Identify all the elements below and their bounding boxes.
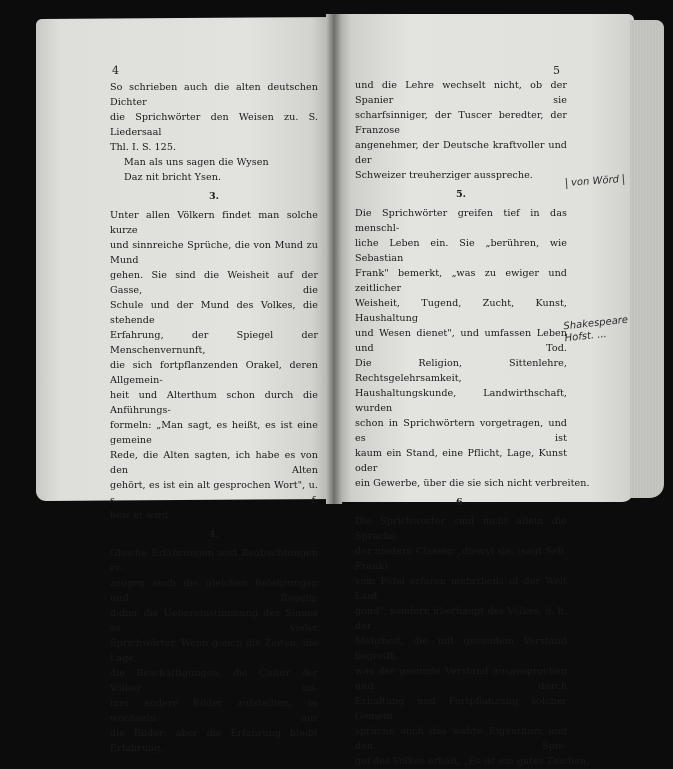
text-line: liche Leben ein. Sie „berühren, wie Sebastian xyxy=(355,238,567,264)
text-line: mer andere Bilder aufstellten, so wechseln nur xyxy=(110,698,318,724)
text-line: Unter allen Völkern findet man solche kurze xyxy=(110,210,318,236)
verse-line: Daz nit bricht Ysen. xyxy=(124,172,222,183)
section-heading: 5. xyxy=(455,189,467,200)
text-line: angenehmer, der Deutsche kraftvoller und der xyxy=(355,140,567,166)
right-page-number: 5 xyxy=(553,64,560,77)
text-line: zeugen auch die gleichen Belehrungen und Regeln; xyxy=(110,578,318,604)
text-line: Schule und der Mund des Volkes, die stehende xyxy=(110,300,318,326)
text-line: die Beschäftigungen, die Cultur der Völker im- xyxy=(110,668,318,694)
page-edges xyxy=(630,20,664,498)
text-line: Gleiche Erfahrungen und Beobachtungen er- xyxy=(110,548,318,574)
text-line: und die Lehre wechselt nicht, ob der Spanier sie xyxy=(355,80,567,106)
text-line: Rede, die Alten sagten, ich habe es von den Alten xyxy=(110,450,318,476)
text-line: heit und Alterthum schon durch die Anführungs- xyxy=(110,390,318,416)
text-line: gond", sondern überhaupt des Volkes, d. h. der xyxy=(355,606,567,632)
section-heading: 4. xyxy=(208,529,220,540)
left-page-text xyxy=(110,80,318,756)
text-line: Die Sprichwörter sind nicht allein die Sprache xyxy=(355,516,567,542)
text-line: die sich fortpflanzenden Orakel, deren Allgemein- xyxy=(110,360,318,386)
text-line: ein Gewerbe, über die sie sich nicht verbreiten. xyxy=(355,478,590,489)
section-heading: 3. xyxy=(208,191,220,202)
text-line: was der gesunde Verstand ausgesprochen und durch xyxy=(355,666,567,692)
text-line: bew et wird. xyxy=(110,510,172,521)
text-line: Weisheit, Tugend, Zucht, Kunst, Haushaltung xyxy=(355,298,567,324)
verse-line: Man als uns sagen die Wysen xyxy=(124,157,269,168)
handwritten-margin-note: Shakespeare Hofst. ... xyxy=(562,314,629,345)
text-line: und sinnreiche Sprüche, die von Mund zu Mund xyxy=(110,240,318,266)
text-line: gehen. Sie sind die Weisheit auf der Gasse, die xyxy=(110,270,318,296)
text-line: gehört, es ist ein alt gesprochen Wort", u. s. f. xyxy=(110,480,318,506)
text-line: Schweizer treuherziger ausspreche. xyxy=(355,170,533,181)
text-line: schon in Sprichwörtern vorgetragen, und es ist xyxy=(355,418,567,444)
text-line: sprüche auch das wahre Eigenthum und den Spie- xyxy=(355,726,567,752)
text-line: und Wesen dienet", und umfassen Leben und Tod. xyxy=(355,328,567,354)
text-line: die Bilder; aber die Erfahrung bleibt Erfahrung, xyxy=(110,728,318,754)
book-gutter xyxy=(326,14,342,504)
text-line: Haushaltungskunde, Landwirthschaft, wurden xyxy=(355,388,567,414)
text-line: Erhaltung und Fortpflanzung solcher Gemein- xyxy=(355,696,567,722)
text-line: kaum ein Stand, eine Pflicht, Lage, Kunst oder xyxy=(355,448,567,474)
text-line: formeln: „Man sagt, es heißt, es ist eine gemeine xyxy=(110,420,318,446)
text-line: die Sprichwörter den Weisen zu. S. Liedersaal xyxy=(110,112,318,138)
text-line: Erfahrung, der Spiegel der Menschenvernunft, xyxy=(110,330,318,356)
left-page-number: 4 xyxy=(112,64,119,77)
text-line: Die Religion, Sittenlehre, Rechtsgelehrsamkeit, xyxy=(355,358,567,384)
text-line: daher die Uebereinstimmung des Sinnes so vieler xyxy=(110,608,318,634)
text-line: Mehrheit, die mit gesundem Verstand begreift, xyxy=(355,636,567,662)
text-line: gel des Volkes erhält. „Es ist ein gutes Zeichen, xyxy=(355,756,590,767)
text-line: Frank" bemerkt, „was zu ewiger und zeitlicher xyxy=(355,268,567,294)
text-line: der niedern Classen „diewyl sie, (sagt Seb. Frank) xyxy=(355,546,567,572)
text-line: Sprichwörter. Wenn gleich die Zeiten, die Lage, xyxy=(110,638,318,664)
right-page-text xyxy=(355,78,590,769)
text-line: Die Sprichwörter greifen tief in das menschl- xyxy=(355,208,567,234)
text-line: So schrieben auch die alten deutschen Dichter xyxy=(110,82,318,108)
text-line: vom Pöfel erfaren mehrtheils uf der Welt Lauf xyxy=(355,576,567,602)
handwritten-margin-note: von Wörd xyxy=(566,174,625,189)
text-line: Thl. I. S. 125. xyxy=(110,142,177,153)
section-heading: 6. xyxy=(455,497,467,508)
text-line: scharfsinniger, der Tuscer beredter, der Franzose xyxy=(355,110,567,136)
